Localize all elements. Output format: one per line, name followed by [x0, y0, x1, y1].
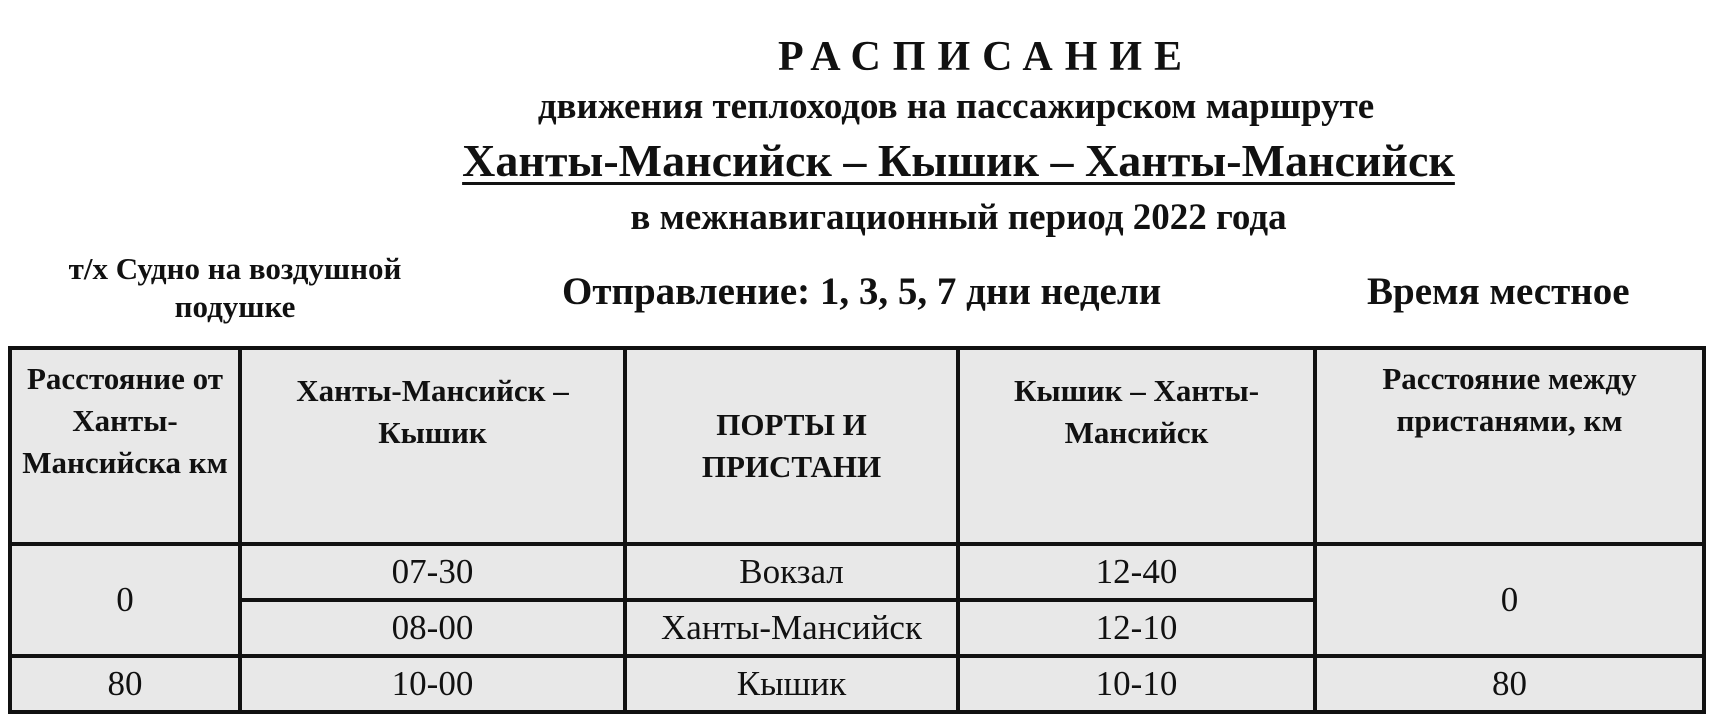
distance-from-start-cell: 0: [10, 544, 240, 656]
schedule-subtitle: движения теплоходов на пассажирском маршруте: [537, 86, 1375, 127]
distance-between-cell: 80: [1315, 656, 1704, 712]
table-header-row: [10, 348, 1704, 544]
port-cell: Ханты-Мансийск: [625, 600, 958, 656]
header-backward-direction: Кышик – Ханты-Мансийск: [958, 348, 1315, 544]
distance-from-start-cell: 80: [10, 656, 240, 712]
forward-time-cell: 07-30: [240, 544, 625, 600]
schedule-title: РАСПИСАНИЕ: [777, 34, 1195, 80]
port-cell: Кышик: [625, 656, 958, 712]
backward-time-cell: 10-10: [958, 656, 1315, 712]
forward-time-cell: 08-00: [240, 600, 625, 656]
route-name: Ханты-Мансийск – Кышик – Ханты-Мансийск: [462, 135, 1455, 186]
header-forward-direction: Ханты-Мансийск – Кышик: [240, 348, 625, 544]
table-row: [10, 656, 1704, 712]
departure-days: Отправление: 1, 3, 5, 7 дни недели: [562, 270, 1162, 313]
local-time-note: Время местное: [1367, 270, 1630, 313]
port-cell: Вокзал: [625, 544, 958, 600]
backward-time-cell: 12-40: [958, 544, 1315, 600]
forward-time-cell: 10-00: [240, 656, 625, 712]
backward-time-cell: 12-10: [958, 600, 1315, 656]
distance-between-cell: 0: [1315, 544, 1704, 656]
header-distance-from-start: Расстояние от Ханты-Мансийска км: [10, 348, 240, 544]
header-ports: ПОРТЫ И ПРИСТАНИ: [625, 348, 958, 544]
vessel-type: т/х Судно на воздушной подушке: [68, 251, 402, 324]
table-row: [10, 544, 1704, 600]
schedule-table: [8, 346, 1706, 714]
header-distance-between: Расстояние между пристанями, км: [1315, 348, 1704, 544]
schedule-period: в межнавигационный период 2022 года: [630, 197, 1287, 238]
